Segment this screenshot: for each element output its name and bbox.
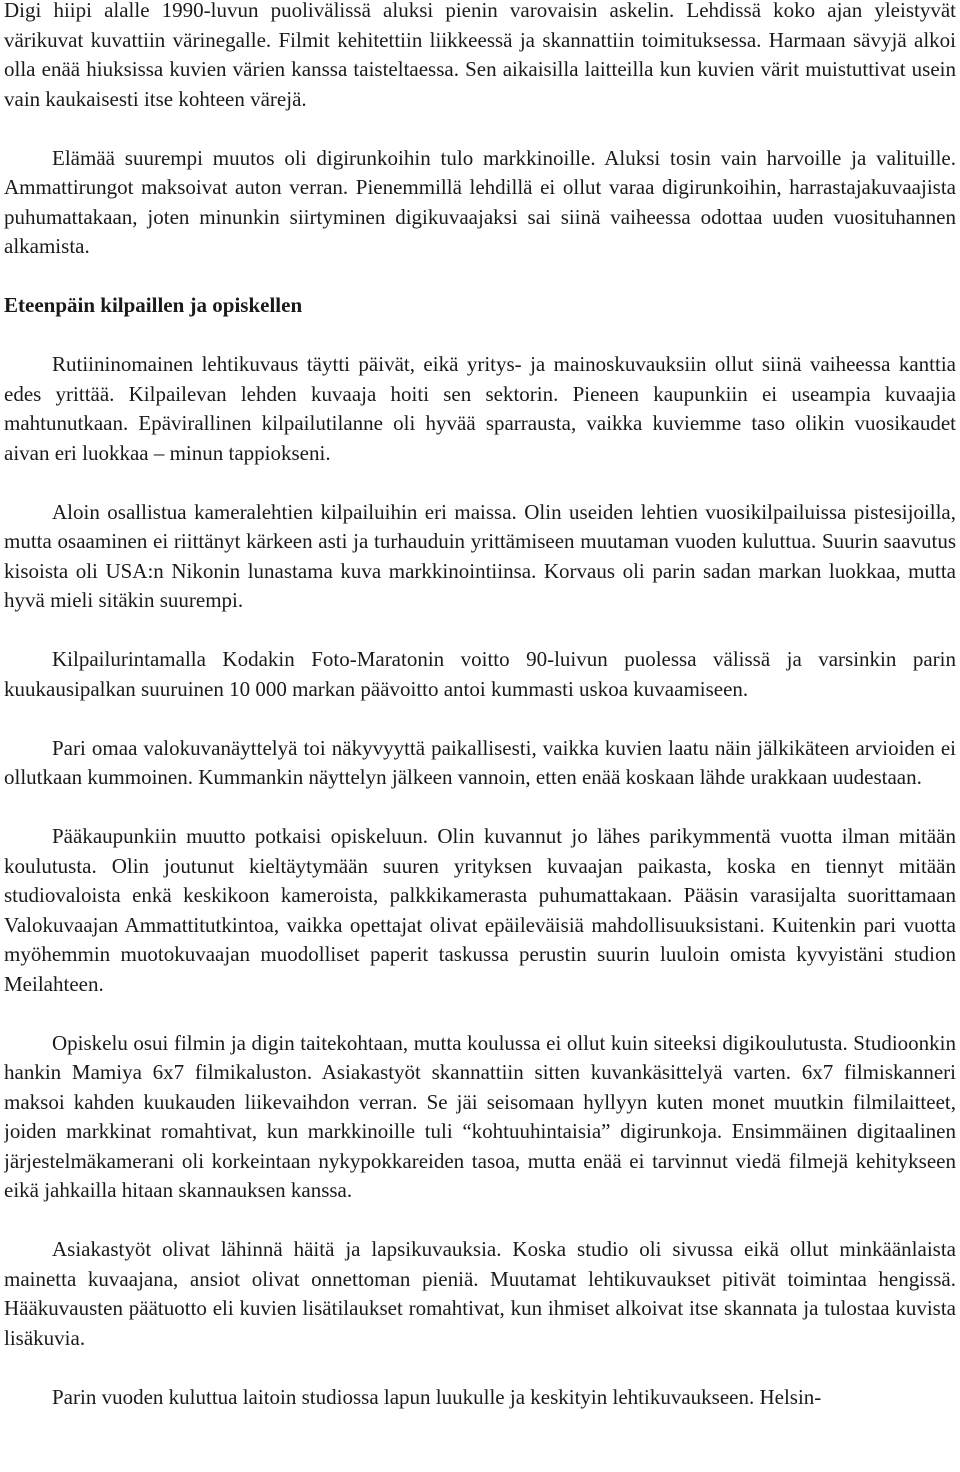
paragraph-asiakastyot: Asiakastyöt olivat lähinnä häitä ja lapsikuvauksia. Koska studio oli sivussa eikä ollut minkäänlaista mainetta kuvaajana, ansiot olivat onnettoman pieniä. Muutamat lehtikuvaukset pitivät toimintaa hengissä. Hääkuvausten päätuotto eli kuvien lisätilaukset romahtivat, kun ihmiset alkoivat itse skannata ja tulostaa kuvista lisäkuvia. — [4, 1237, 956, 1350]
paragraph-lehtikuvaus: Parin vuoden kuluttua laitoin studiossa lapun luukulle ja keskityin lehtikuvaukseen. Helsin- — [52, 1384, 822, 1409]
paragraph-kilpailut: Aloin osallistua kameralehtien kilpailuihin eri maissa. Olin useiden lehtien vuosikilpailuissa pistesijoilla, mutta osaaminen ei riittänyt kärkeen asti ja turhauduin yrittämiseen muutaman vuoden kuluttua. Suurin saavutus kisoista oli USA:n Nikonin lunastama kuva markkinointiinsa. Korvaus oli parin sadan markan luokkaa, mutta hyvä mieli sitäkin suurempi. — [4, 499, 956, 612]
document-page — [4, 0, 956, 1472]
paragraph-kodak: Kilpailurintamalla Kodakin Foto-Maratonin voitto 90-luivun puolessa välissä ja varsinkin parin kuukausipalkan suuruinen 10 000 markan päävoitto antoi kummasti uskoa kuvaamiseen. — [4, 647, 956, 701]
section-heading: Eteenpäin kilpaillen ja opiskellen — [4, 293, 303, 317]
paragraph-digi-intro: Digi hiipi alalle 1990-luvun puolivälissä aluksi pienin varovaisin askelin. Lehdissä koko ajan yleistyvät värikuvat kuvattiin värinegalle. Filmit kehitettiin liikkeessä ja skannattiin toimituksessa. Harmaan sävyjä alkoi olla enää hiuksissa kuvien värien kanssa taisteltaessa. Sen aikaisilla laitteilla kun kuvien värit muistuttivat usein vain kaukaisesti itse kohteen värejä. — [4, 0, 956, 111]
paragraph-digirungot: Elämää suurempi muutos oli digirunkoihin tulo markkinoille. Aluksi tosin vain harvoille ja valituille. Ammattirungot maksoivat auton verran. Pienemmillä lehdillä ei ollut varaa digirunkoihin, harrastajakuvaajista puhumattakaan, joten minunkin siirtyminen digikuvaajaksi sai siinä vaiheessa odottaa uuden vuosituhannen alkamista. — [4, 145, 956, 258]
paragraph-filmi-digi: Opiskelu osui filmin ja digin taitekohtaan, mutta koulussa ei ollut kuin siteeksi digikoulutusta. Studioonkin hankin Mamiya 6x7 filmikaluston. Asiakastyöt skannattiin sitten kuvankäsittelyä varten. 6x7 filmiskanneri maksoi kahden kuukauden liikevaihdon verran. Se jäi seisomaan hyllyyn kuten monet muutkin filmilaitteet, joiden markkinat romahtivat, kun markkinoille tuli “kohtuuhintaisia” digirunkoja. Ensimmäinen digitaalinen järjestelmäkamerani oli korkeintaan nykypokkareiden tasoa, mutta enää ei tarvinnut viedä filmejä kehitykseen eikä jahkailla hitaan skannauksen kanssa. — [4, 1030, 956, 1202]
paragraph-nayttelyt: Pari omaa valokuvanäyttelyä toi näkyvyyttä paikallisesti, vaikka kuvien laatu näin jälkikäteen arvioiden ei ollutkaan kummoinen. Kummankin näyttelyn jälkeen vannoin, etten enää koskaan lähde urakkaan uudestaan. — [4, 735, 956, 789]
paragraph-rutiini: Rutiininomainen lehtikuvaus täytti päivät, eikä yritys- ja mainoskuvauksiin ollut siinä vaiheessa kanttia edes yrittää. Kilpailevan lehden kuvaaja hoiti sen sektorin. Pieneen kaupunkiin ei useampia kuvaajia mahtunutkaan. Epävirallinen kilpailutilanne oli hyvää sparrausta, vaikka kuviemme taso olikin vuosikaudet aivan eri luokkaa – minun tappiokseni. — [4, 352, 956, 465]
paragraph-opiskelu: Pääkaupunkiin muutto potkaisi opiskeluun. Olin kuvannut jo lähes parikymmentä vuotta ilman mitään koulutusta. Olin joutunut kieltäytymään suuren yrityksen kuvaajan paikasta, koska en tiennyt mitään studiovaloista enkä keskikoon kameroista, palkkikamerasta puhumattakaan. Pääsin varasijalta suorittamaan Valokuvaajan Ammattitutkintoa, vaikka opettajat olivat epäileväisiä mahdollisuuksistani. Kuitenkin pari vuotta myöhemmin muotokuvaajan muodolliset paperit taskussa perustin suurin luuloin omista kyvyistäni studion Meilahteen. — [4, 824, 956, 996]
